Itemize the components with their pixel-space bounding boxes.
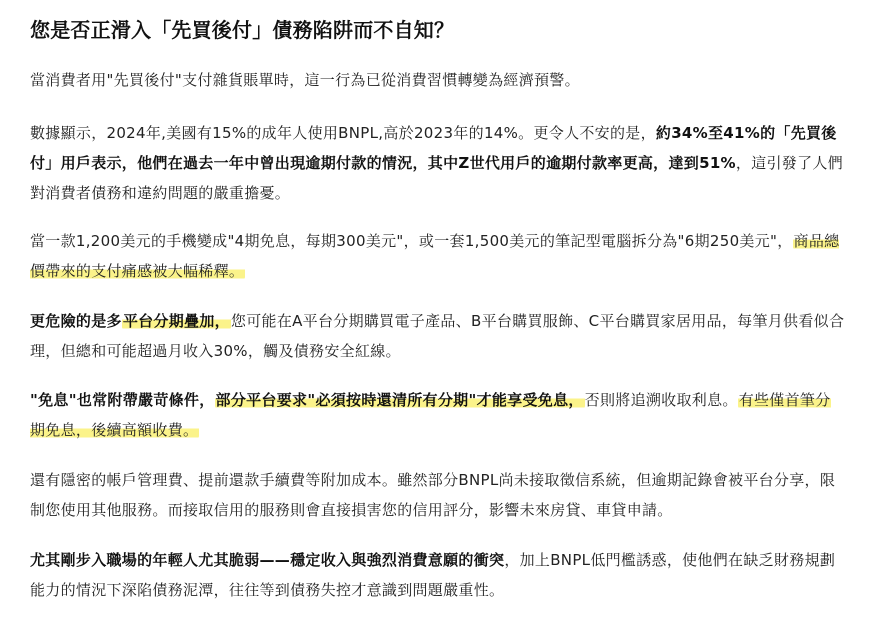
- paragraph-text: 當一款1,200美元的手機變成"4期免息，每期300美元"，或一套1,500美元的筆記型電腦拆分為"6期250美元"，: [30, 232, 793, 250]
- paragraph-rest: 您可能在A平台分期購買電子產品、B平台購買服飾、C平台購買家居用品，每筆月供看似合理，但總和可能超過月收入30%，觸及債務安全紅線。: [30, 312, 845, 360]
- paragraph-text: 還有隱密的帳戶管理費、提前還款手續費等附加成本。雖然部分BNPL尚未接取徵信系統，但逾期記錄會被平台分享，限制您使用其他服務。而接取信用的服務則會直接損害您的信用評分，影響未來房貸、車貸申請。: [30, 471, 836, 519]
- highlighted-text: 商品總價帶來的支付痛感被大幅稀釋。: [30, 232, 840, 280]
- paragraph-statistics: [30, 118, 845, 208]
- highlighted-bold-text: 部分平台要求"必須按時還清所有分期"才能享受免息，: [215, 391, 584, 409]
- paragraph-multi-platform: [30, 306, 845, 366]
- article-title: 您是否正滑入「先買後付」債務陷阱而不自知？: [30, 18, 455, 42]
- paragraph-installment-example: [30, 226, 845, 286]
- paragraph-bold-lead: "免息"也常附帶嚴苛條件，: [30, 391, 215, 409]
- paragraph-young-workers: [30, 545, 845, 605]
- highlighted-text: 有些僅首筆分期免息，後續高額收費。: [30, 391, 831, 439]
- paragraph-intro: 數據顯示，2024年,美國有15%的成年人使用BNPL,高於2023年的14%。更令人不安的是，: [30, 124, 656, 142]
- paragraph-hidden-fees: [30, 465, 845, 525]
- highlighted-bold-text: 平台分期疊加，: [122, 312, 230, 330]
- paragraph-bold-stat: 約34%至41%的「先買後付」用戶表示，他們在過去一年中曾出現逾期付款的情況，其中Z世代用戶的逾期付款率更高，達到51%: [30, 124, 837, 172]
- paragraph-consumer-warning: [30, 65, 845, 95]
- paragraph-mid: 否則將追溯收取利息。: [584, 391, 738, 409]
- paragraph-bold-lead: 更危險的是多: [30, 312, 122, 330]
- paragraph-rest: ，加上BNPL低門檻誘惑，使他們在缺乏財務規劃能力的情況下深陷債務泥潭，往往等到債務失控才意識到問題嚴重性。: [30, 551, 836, 599]
- paragraph-bold-lead: 尤其剛步入職場的年輕人尤其脆弱——穩定收入與強烈消費意願的衝突: [30, 551, 505, 569]
- paragraph-rest: ，這引發了人們對消費者債務和違約問題的嚴重擔憂。: [30, 154, 843, 202]
- paragraph-interest-free-conditions: [30, 385, 845, 445]
- paragraph-text: 當消費者用"先買後付"支付雜貨賬單時，這一行為已從消費習慣轉變為經濟預警。: [30, 71, 580, 89]
